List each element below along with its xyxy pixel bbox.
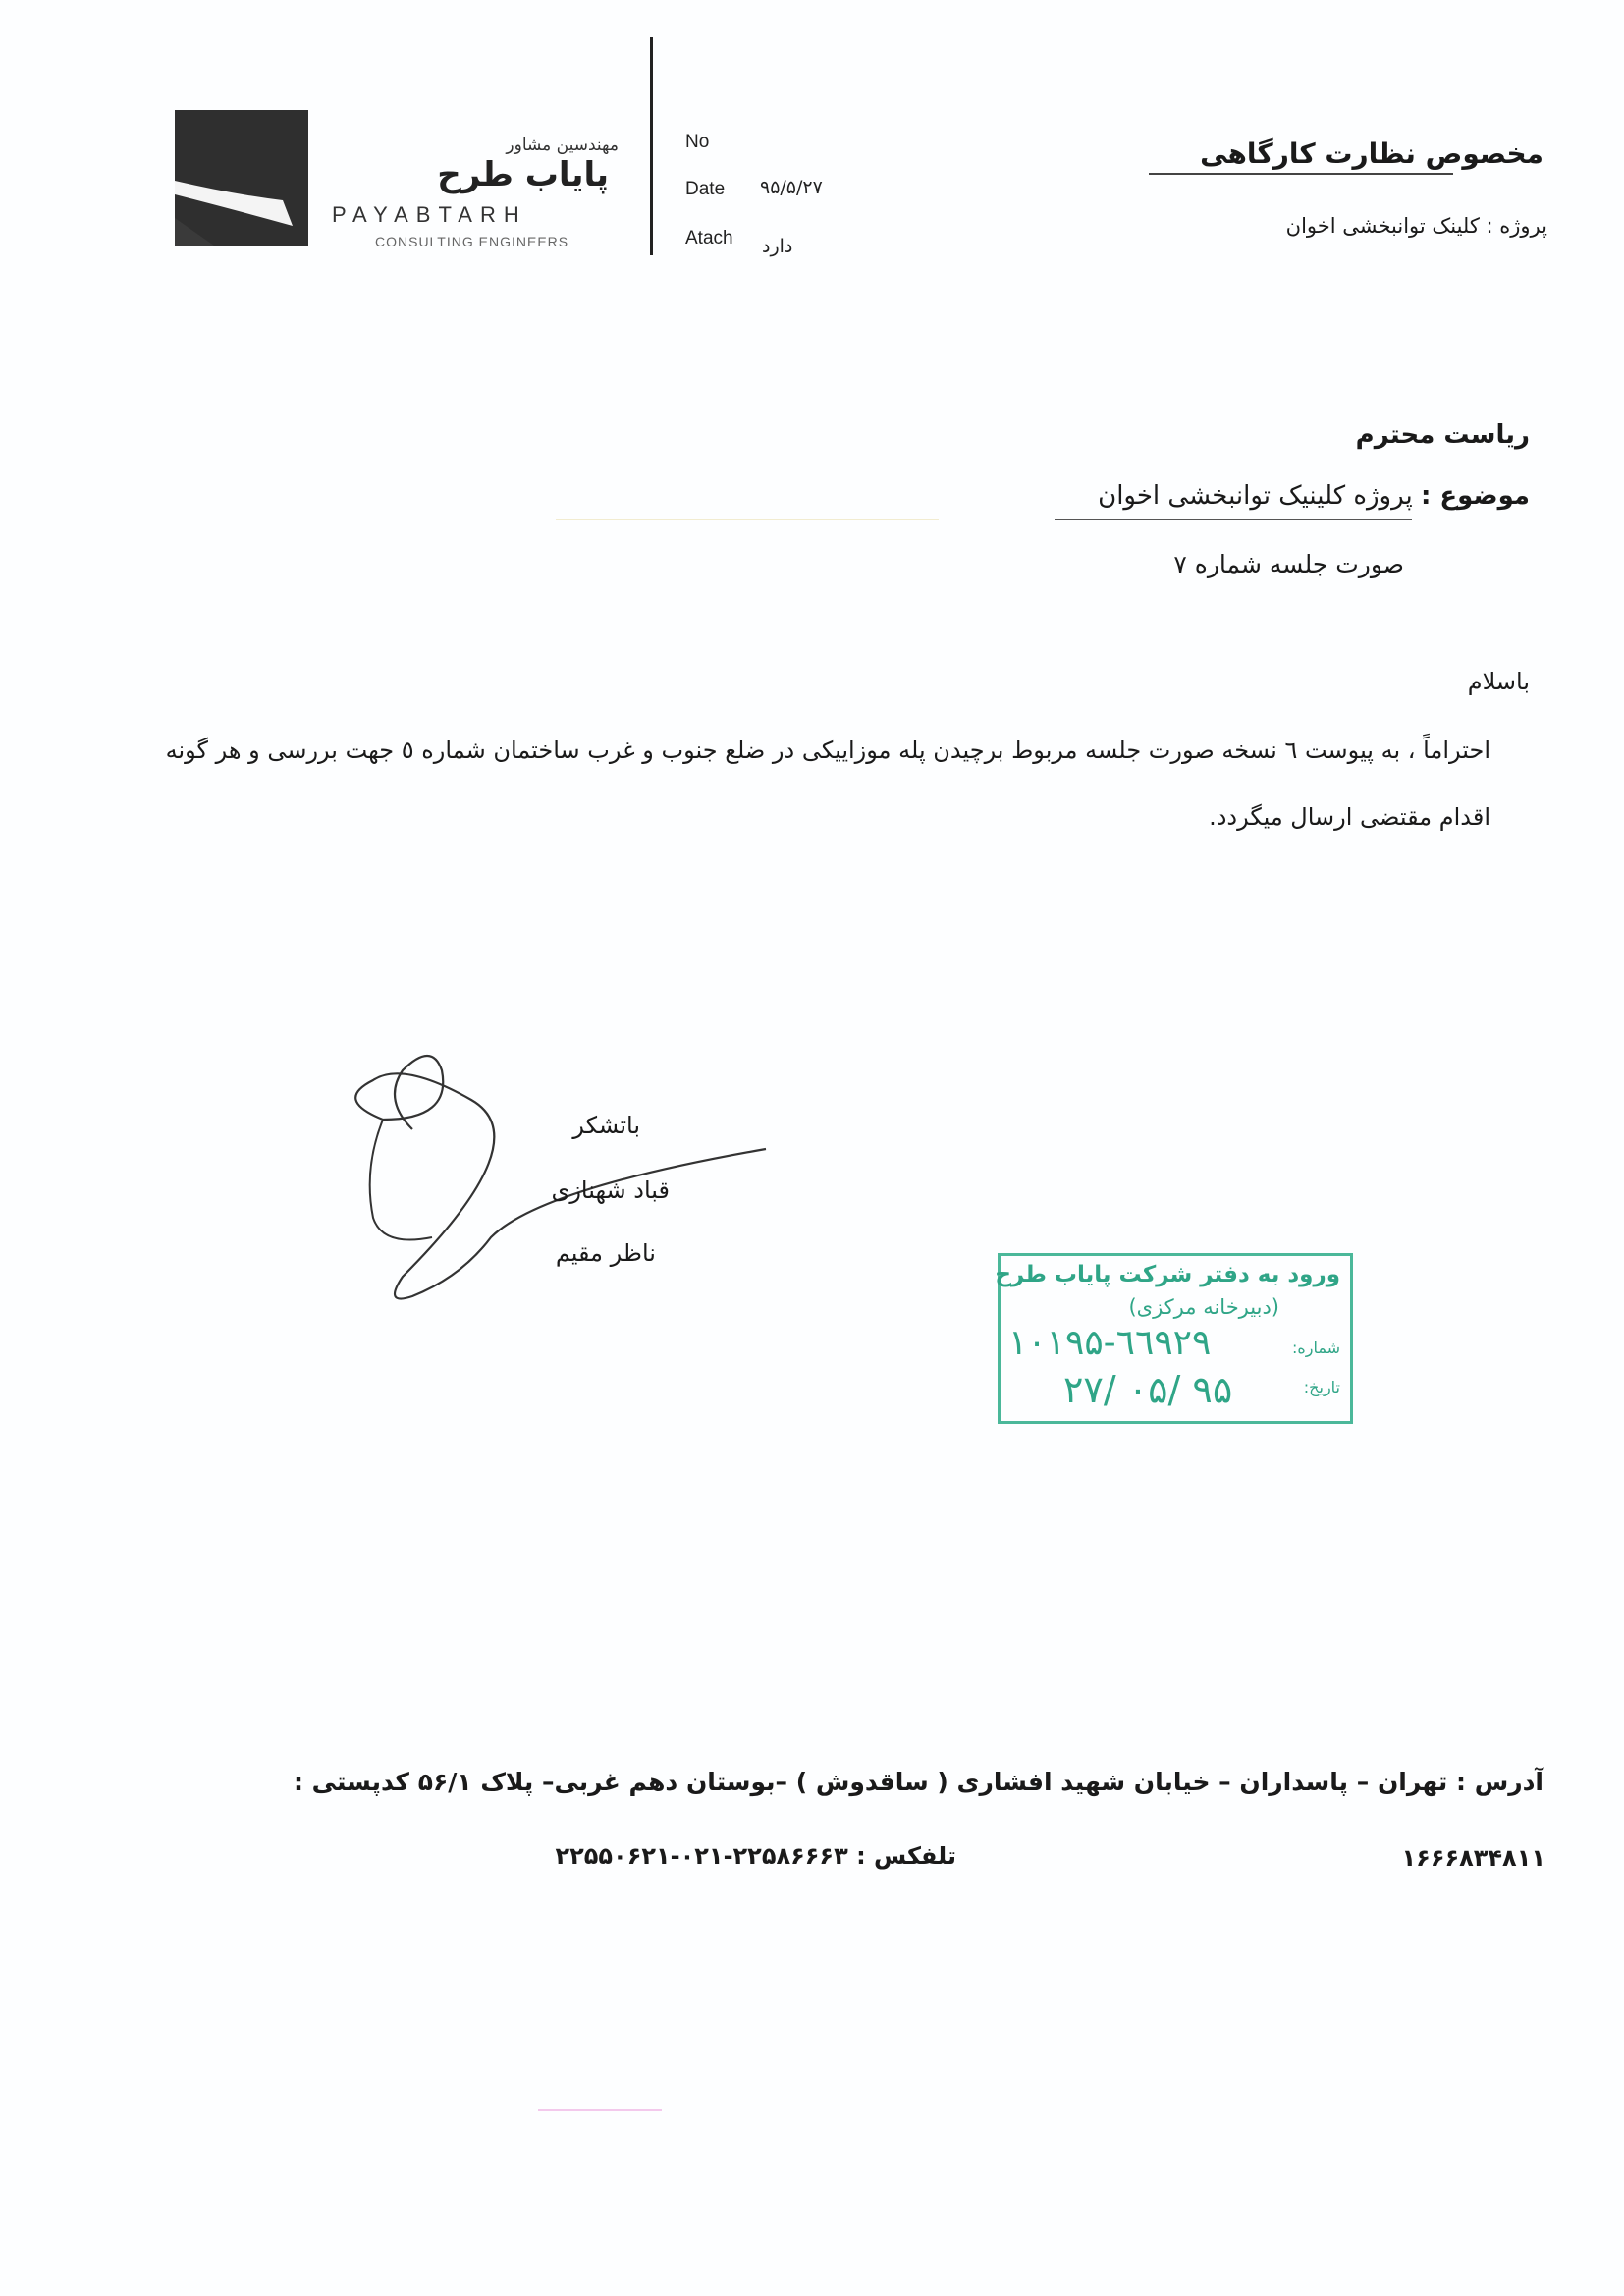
footer-postal-code: ۱۶۶۶۸۳۴۸۱۱ [1401, 1844, 1545, 1872]
firm-subtitle: CONSULTING ENGINEERS [375, 234, 569, 249]
no-label: No [685, 132, 710, 152]
stamp-number-label: شماره: [1291, 1339, 1340, 1357]
greeting: باسلام [1467, 668, 1530, 695]
faint-line [538, 2109, 662, 2111]
salutation: ریاست محترم [1355, 420, 1530, 450]
logo-icon [175, 110, 308, 246]
signatory-title: ناظر مقیم [555, 1239, 656, 1267]
subject-label: موضوع : [1420, 481, 1530, 511]
stamp-date: ۲۷/ ۰۵/ ۹۵ [1063, 1368, 1233, 1411]
subject-underline [1055, 519, 1412, 520]
footer-fax: تلفکس : ۲۲۵۸۶۶۶۳-۰۲۱-۲۲۵۵۰۶۲۱ [555, 1842, 956, 1870]
stamp-date-label: تاریخ: [1303, 1378, 1340, 1396]
subject-line [1098, 481, 1530, 511]
firm-name-persian: پایاب طرح [437, 155, 609, 194]
project-line: پروژه : کلینک توانبخشی اخوان [1285, 214, 1547, 238]
signature-thanks: باتشکر [572, 1112, 640, 1139]
subject-value: پروژه کلینیک توانبخشی اخوان [1098, 481, 1413, 511]
logo-mark [175, 110, 308, 246]
stamp-department: (دبیرخانه مرکزی) [1128, 1295, 1279, 1319]
receipt-stamp [995, 1253, 1353, 1424]
date-label: Date [685, 179, 726, 199]
header-divider [650, 37, 653, 255]
date-value: ۹۵/۵/۲۷ [760, 177, 823, 198]
header-title: مخصوص نظارت کارگاهی [1200, 137, 1543, 170]
stamp-number: ۱۰۱۹۵-٦٦۹۲۹ [1008, 1323, 1212, 1363]
attach-label: Atach [685, 228, 733, 248]
signatory-name: قباد شهنازی [551, 1176, 670, 1204]
firm-name-english: PAYABTARH [332, 202, 527, 227]
body-paragraph: احتراماً ، به پیوست ٦ نسخه صورت جلسه مربوط برچیدن پله موزاییکی در ضلع جنوب و غرب ساختمان شماره ٥ جهت بررسی و هر گونه اقدام مقتضی ارسال میگردد. [165, 737, 1490, 831]
faint-line [556, 519, 939, 520]
header-title-underline [1149, 173, 1453, 175]
footer-address: آدرس : تهران – پاسداران – خیابان شهید افشاری ( ساقدوش ) –بوستان دهم غربی– پلاک ۵۶/۱ کدپستی : [293, 1768, 1543, 1796]
attach-value: دارد [762, 236, 793, 257]
stamp-office: ورود به دفتر شرکت پایاب طرح [995, 1262, 1340, 1287]
minutes-reference: صورت جلسه شماره ۷ [1173, 550, 1404, 578]
firm-name-prefix: مهندسین مشاور [506, 136, 619, 155]
